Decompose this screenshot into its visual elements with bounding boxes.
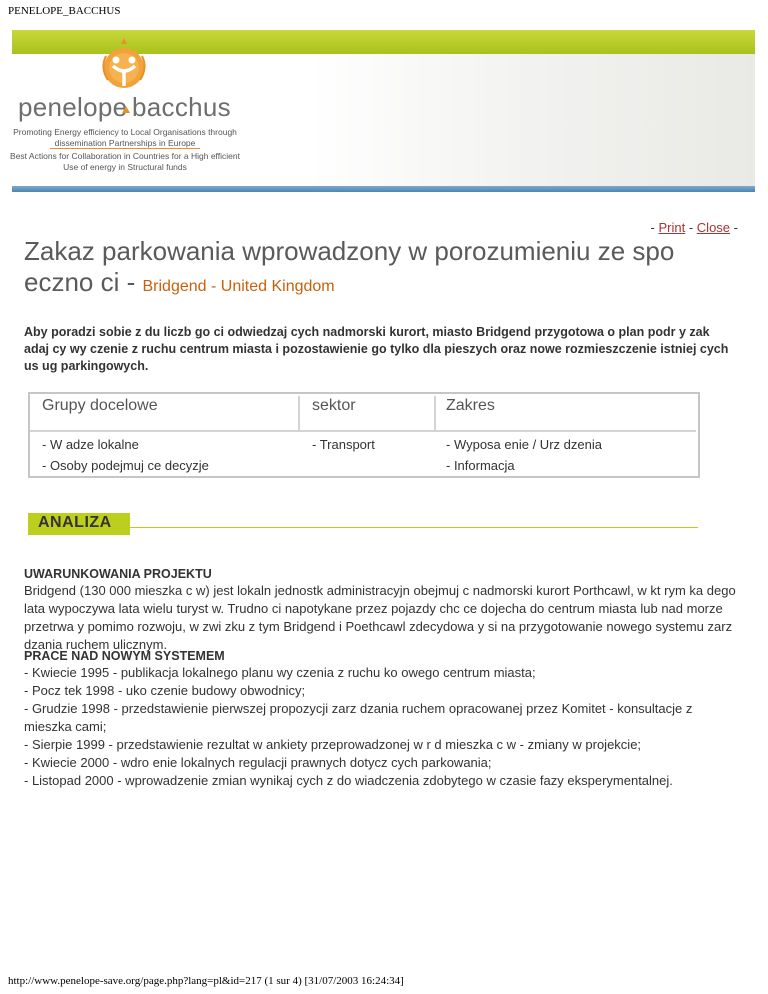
list-item: - W adze lokalne bbox=[42, 437, 139, 452]
tagline-divider bbox=[50, 148, 200, 149]
section-title-analiza: ANALIZA bbox=[38, 514, 112, 531]
block2-heading: PRACE NAD NOWYM SYSTEMEM bbox=[24, 649, 225, 663]
scope-cell bbox=[446, 434, 602, 476]
target-groups-cell bbox=[42, 434, 209, 476]
list-item: - Kwiecie 1995 - publikacja lokalnego planu wy czenia z ruchu ko owego centrum miasta; bbox=[24, 665, 536, 680]
list-item: - Wyposa enie / Urz dzenia bbox=[446, 437, 602, 452]
header-scope: Zakres bbox=[446, 397, 495, 414]
penelope-bacchus-logo-icon bbox=[94, 38, 154, 92]
list-item: - Osoby podejmuj ce decyzje bbox=[42, 458, 209, 473]
nav-separator: - bbox=[685, 220, 697, 235]
page-footer-url: http://www.penelope-save.org/page.php?lang=pl&id=217 (1 sur 4) [31/07/2003 16:24:34] bbox=[8, 975, 404, 987]
list-item: - Sierpie 1999 - przedstawienie rezultat w ankiety przeprowadzonej w r d mieszka c w - zmiany w projekcie; bbox=[24, 737, 642, 752]
logo-tagline-2: Best Actions for Collaboration in Countries for a High efficient Use of energy in Structural funds bbox=[10, 151, 240, 172]
logo-tagline-1: Promoting Energy efficiency to Local Organisations through dissemination Partnerships in Europe bbox=[13, 127, 237, 148]
header-target-groups: Grupy docelowe bbox=[42, 397, 158, 414]
logo-word-bacchus: bacchus bbox=[132, 92, 231, 122]
logo-triangle-icon bbox=[122, 106, 130, 113]
list-item: - Informacja bbox=[446, 458, 515, 473]
block1-paragraph: Bridgend (130 000 mieszka c w) jest lokaln jednostk administracyjn obejmuj c nadmorski kurort Porthcawl, w kt rym ka dego lata wypoczywa lata wielu turyst w. Trudno ci napotykane przez pojazdy chc ce dojecha do centrum miasta lub nad morze przetrwa y pomimo rozwoju, w zwi zku z tym Bridgend i Poethcawl zdecydowa y si na przygotowanie nowego systemu zarz dzania ruchem ulicznym. bbox=[24, 583, 736, 652]
list-item: - Pocz tek 1998 - uko czenie budowy obwodnicy; bbox=[24, 683, 306, 698]
page-nav bbox=[651, 220, 738, 235]
list-item: - Listopad 2000 - wprowadzenie zmian wynikaj cych z do wiadczenia zdobytego w czasie fazy eksperymentalnej. bbox=[24, 773, 673, 788]
list-item: - Grudzie 1998 - przedstawienie pierwszej propozycji zarz dzania ruchem opracowanej przez Komitet - konsultacje z mieszka cami; bbox=[24, 701, 693, 734]
print-link[interactable]: Print bbox=[658, 220, 686, 235]
list-item: - Kwiecie 2000 - wdro enie lokalnych regulacji prawnych dotycz cych parkowania; bbox=[24, 755, 492, 770]
print-header: PENELOPE_BACCHUS bbox=[8, 5, 121, 17]
sector-cell bbox=[312, 434, 375, 455]
title-main: Zakaz parkowania wprowadzony w porozumieniu ze spo eczno ci bbox=[24, 236, 675, 297]
page-title bbox=[24, 236, 734, 302]
intro-paragraph: Aby poradzi sobie z du liczb go ci odwiedzaj cych nadmorski kurort, miasto Bridgend przygotowa o plan podr y zak adaj cy wy czenie z ruchu centrum miasta i pozostawienie go tylko dla pieszych oraz nowe rozmieszczenie istniej cych us ug parkingowych. bbox=[24, 325, 729, 373]
logo-word-penelope: penelope bbox=[18, 92, 128, 122]
block1-heading: UWARUNKOWANIA PROJEKTU bbox=[24, 567, 212, 581]
section-divider bbox=[130, 527, 698, 528]
info-table bbox=[28, 392, 700, 478]
nav-suffix: - bbox=[730, 220, 738, 235]
list-item: - Transport bbox=[312, 437, 375, 452]
nav-prefix: - bbox=[650, 220, 659, 235]
title-location: Bridgend - United Kingdom bbox=[142, 278, 335, 295]
banner-bottom-stripe bbox=[12, 186, 755, 192]
title-dash: - bbox=[119, 267, 143, 297]
header-sector: sektor bbox=[312, 397, 356, 414]
milestones-list bbox=[24, 664, 736, 790]
close-link[interactable]: Close bbox=[696, 220, 731, 235]
